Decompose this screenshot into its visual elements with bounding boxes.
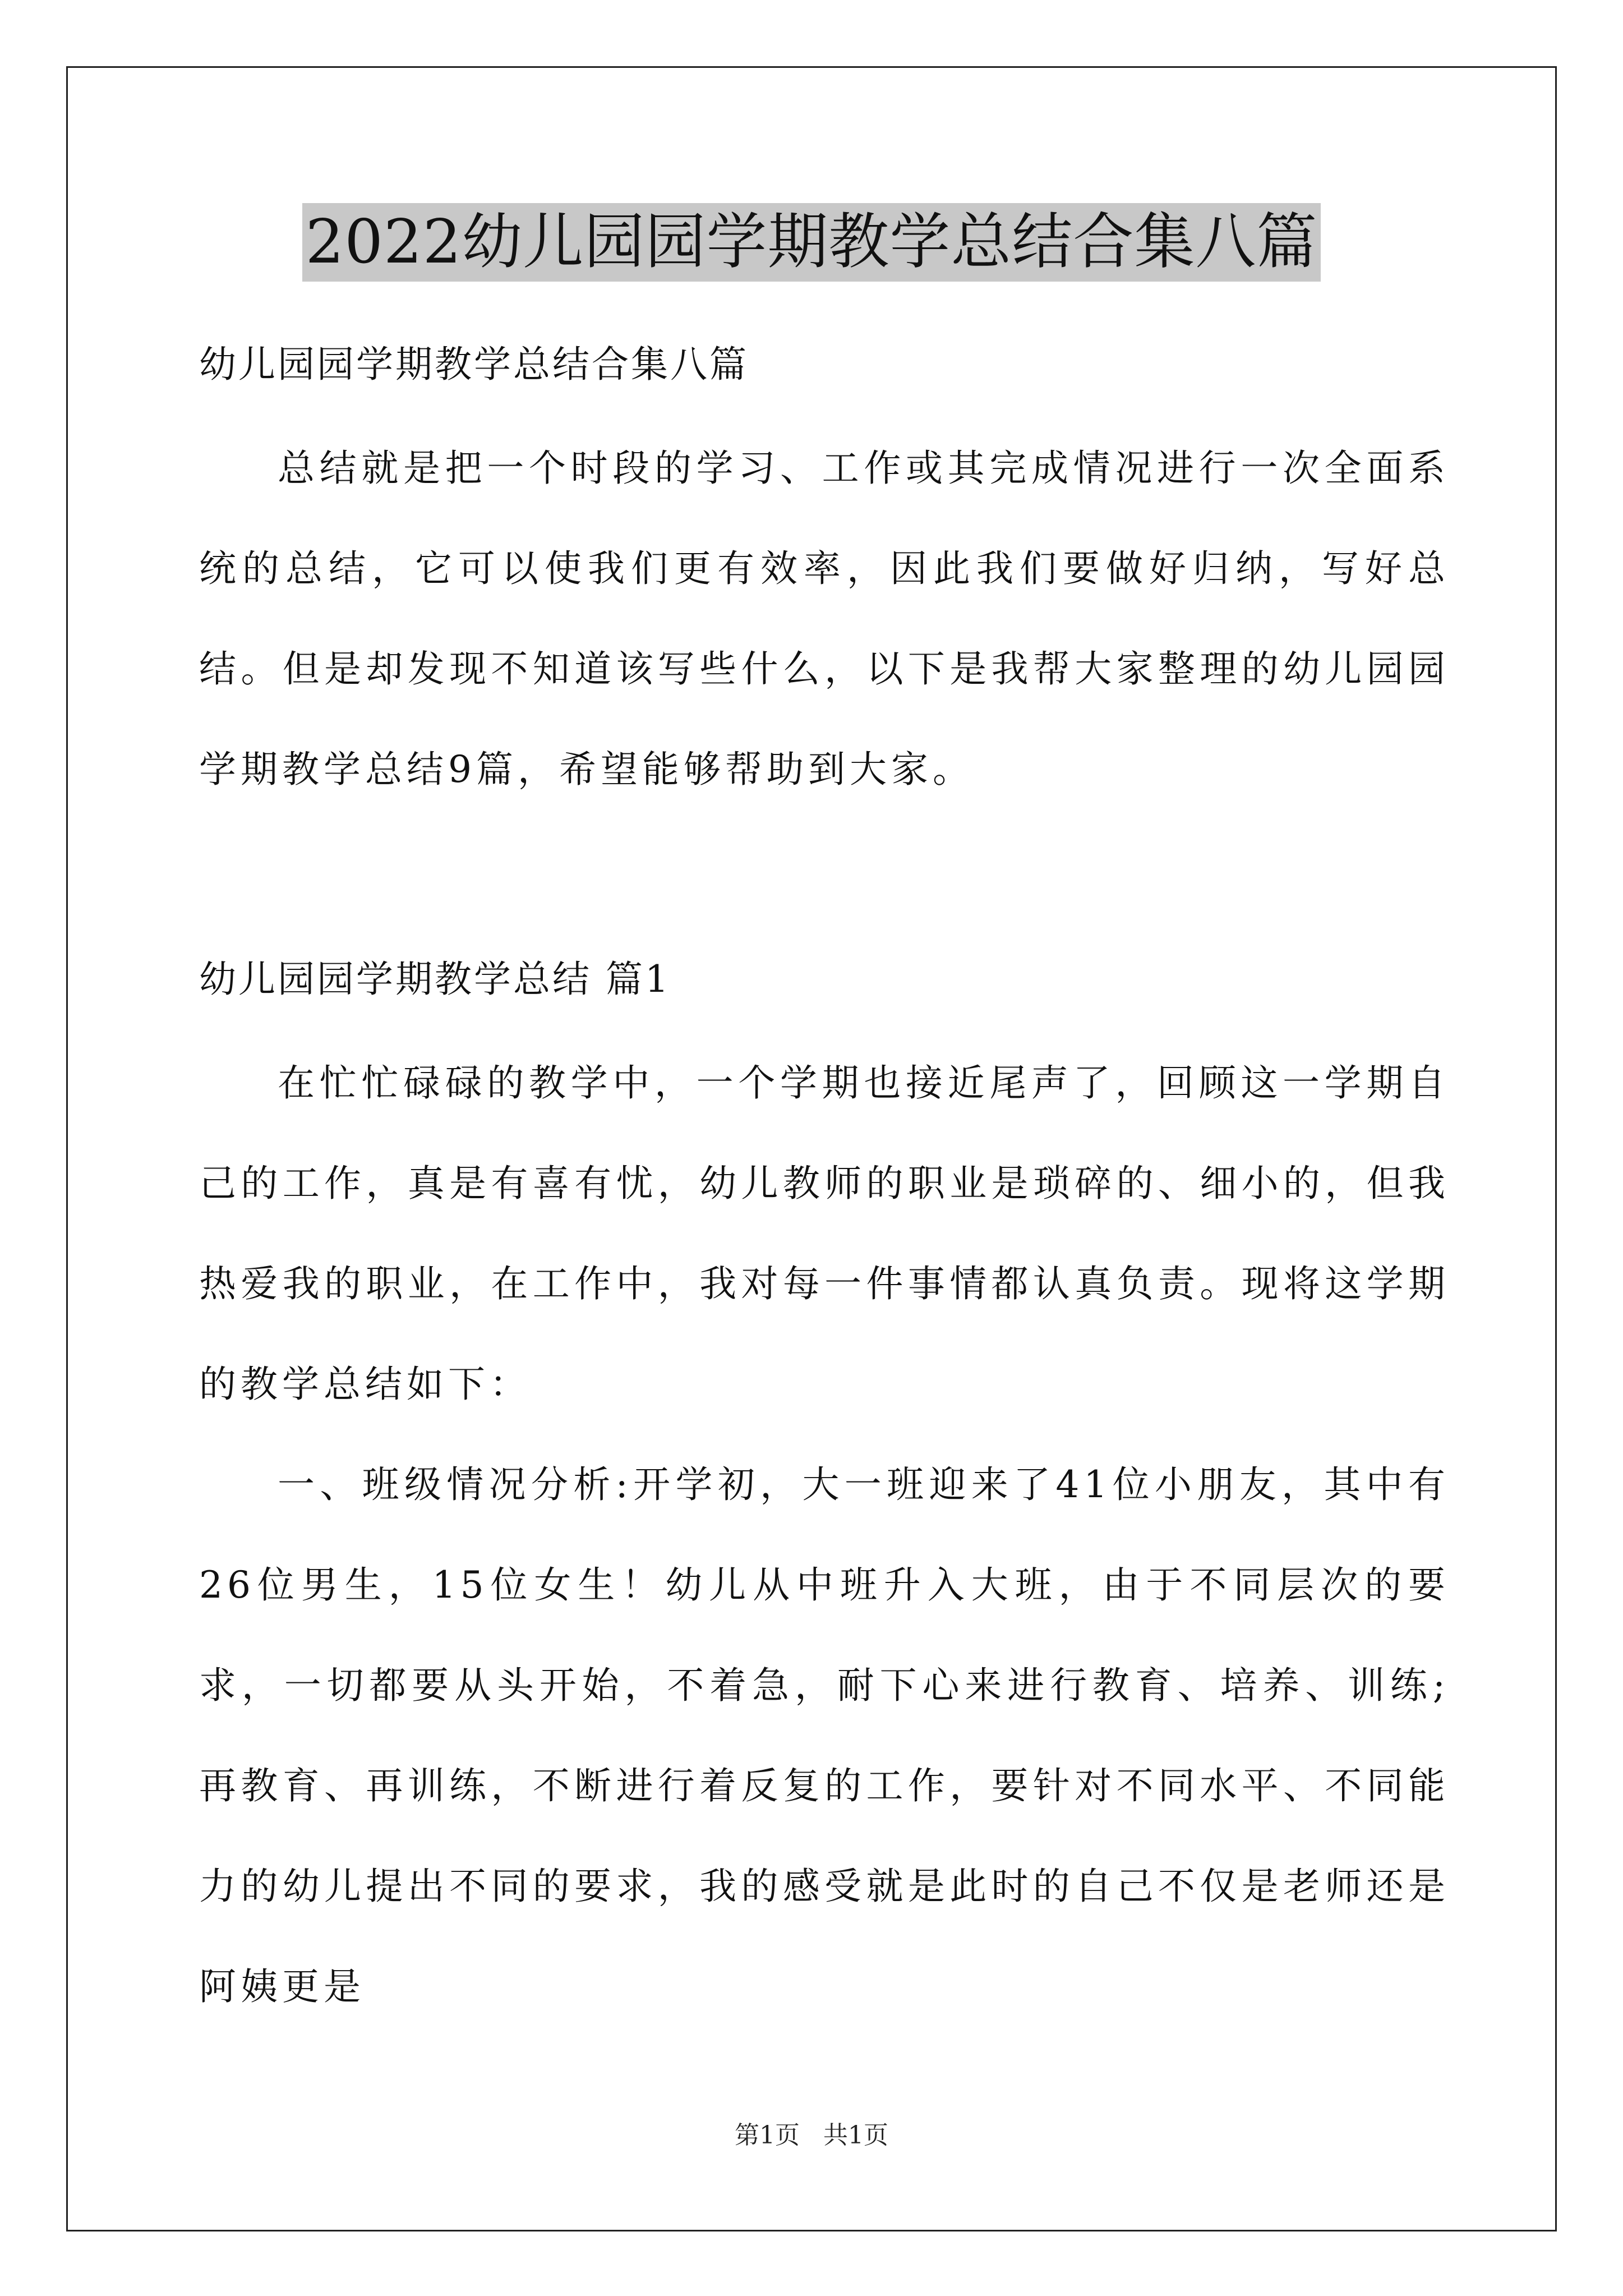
title-container: [0, 203, 1623, 282]
body-paragraph-1: 在忙忙碌碌的教学中，一个学期也接近尾声了，回顾这一学期自己的工作，真是有喜有忧，幼儿教师的职业是琐碎的、细小的，但我热爱我的职业，在工作中，我对每一件事情都认真负责。现将这学期的教学总结如下：: [199, 1061, 1450, 1406]
section-heading: 幼儿园园学期教学总结 篇1: [199, 958, 671, 1001]
document-subtitle: 幼儿园园学期教学总结合集八篇: [199, 343, 749, 386]
page-footer: 第1页 共1页: [735, 2121, 888, 2150]
body-paragraph-2: 一、班级情况分析:开学初，大一班迎来了41位小朋友，其中有26位男生，15位女生！幼儿从中班升入大班，由于不同层次的要求，一切都要从头开始，不着急，耐下心来进行教育、培养、训练;再教育、再训练，不断进行着反复的工作，要针对不同水平、不同能力的幼儿提出不同的要求，我的感受就是此时的自己不仅是老师还是阿姨更是: [199, 1463, 1450, 2008]
document-body: [199, 311, 1450, 2037]
intro-paragraph: 总结就是把一个时段的学习、工作或其完成情况进行一次全面系统的总结，它可以使我们更有效率，因此我们要做好归纳，写好总结。但是却发现不知道该写些什么，以下是我帮大家整理的幼儿园园学期教学总结9篇，希望能够帮助到大家。: [199, 447, 1450, 791]
document-title: 2022幼儿园园学期教学总结合集八篇: [302, 203, 1321, 282]
